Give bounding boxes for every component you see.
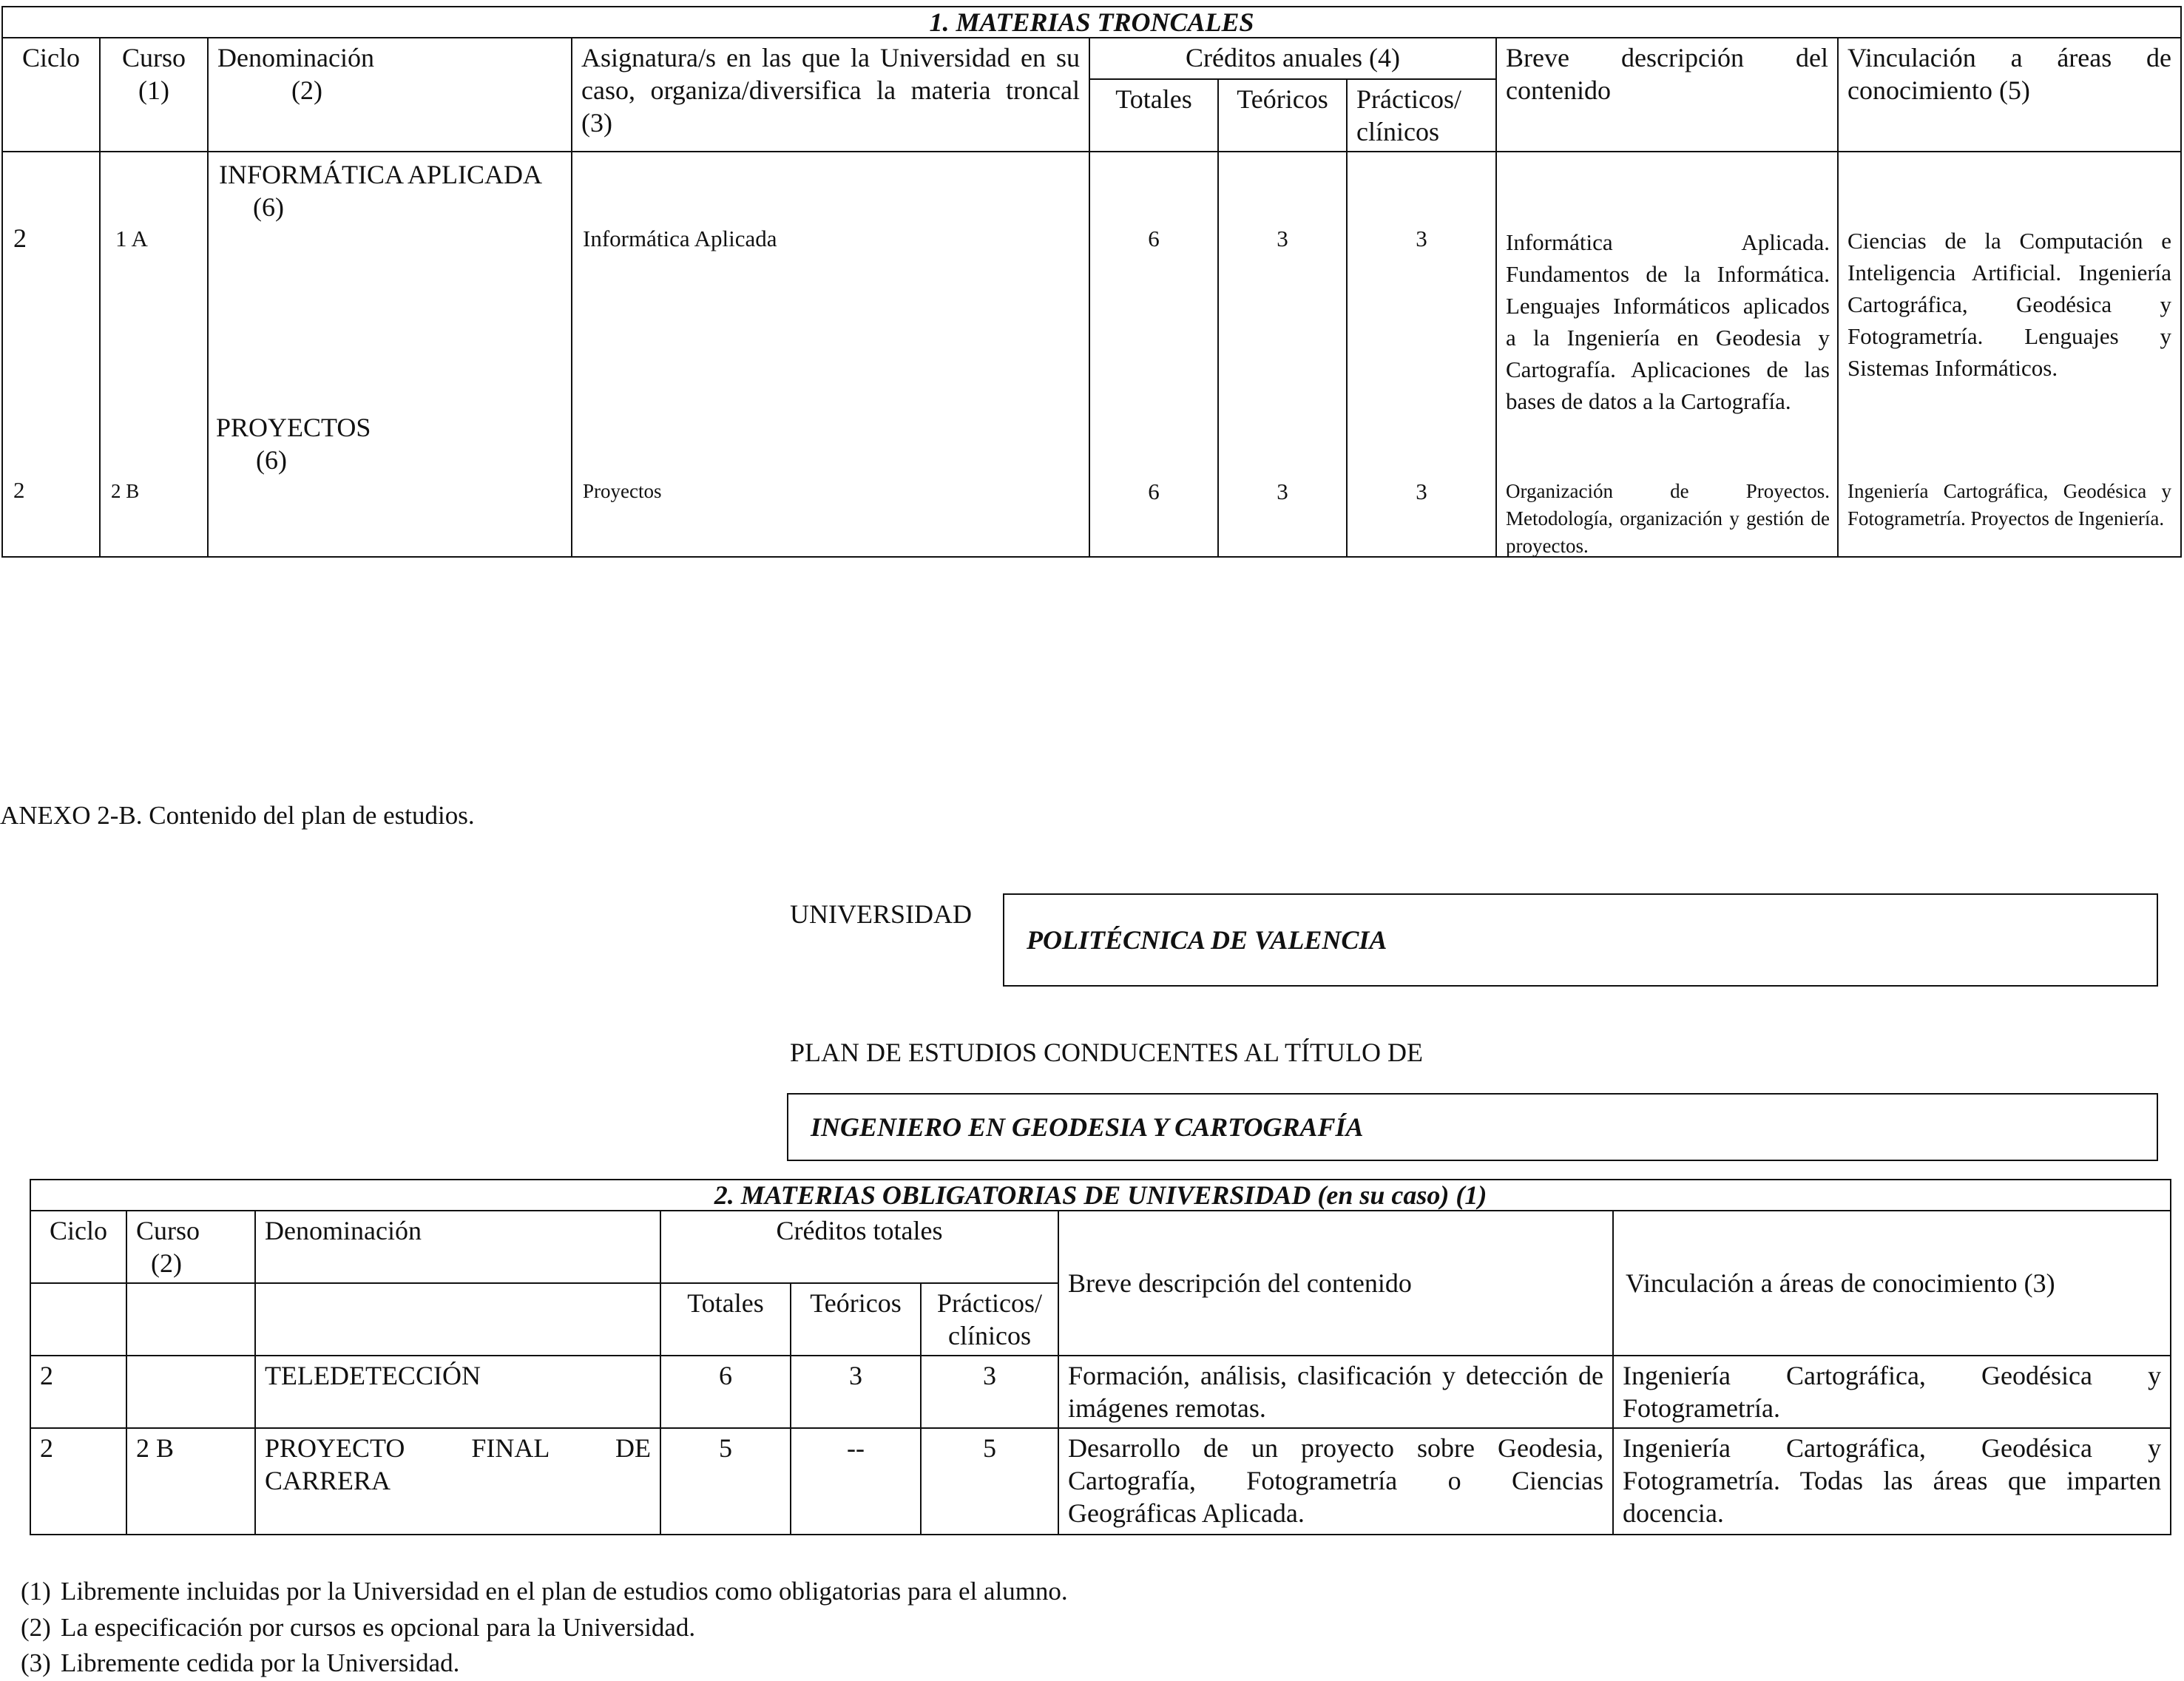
footnote: [21, 1648, 459, 1678]
vinculacion-value: Ciencias de la Computación e Inteligencia Artificial. Ingeniería Cartográfica, Geodésica y Fotogrametría. Lenguajes y Sistemas Informáticos.: [1847, 228, 2172, 381]
header-curso-note: (2): [151, 1248, 182, 1278]
universidad-box: [1003, 893, 2158, 987]
denominacion-value: INFORMÁTICA APLICADA: [219, 160, 543, 189]
plan-label: PLAN DE ESTUDIOS CONDUCENTES AL TÍTULO DE: [790, 1038, 1423, 1067]
footnote-text: Libremente incluidas por la Universidad en el plan de estudios como obligatorias para el alumno.: [61, 1577, 1068, 1606]
empty-cell: [255, 1283, 660, 1356]
denominacion-value: PROYECTO FINAL DE CARRERA: [255, 1428, 660, 1535]
header-asignaturas: Asignatura/s en las que la Universidad en su caso, organiza/diversifica la materia troncal (3): [572, 38, 1089, 152]
totales-value: 6: [1148, 226, 1160, 251]
header-descripcion: Breve descripción del contenido: [1496, 38, 1838, 152]
header-denominacion-label: Denominación: [217, 43, 374, 72]
asignatura-value: Informática Aplicada: [583, 226, 777, 251]
descripcion-value: Informática Aplicada. Fundamentos de la Informática. Lenguajes Informáticos aplicados a la Ingeniería en Geodesia y Cartografía. Aplicaciones de las bases de datos a la Cartografía.: [1506, 229, 1830, 414]
vinculacion-value: Ingeniería Cartográfica, Geodésica y Fotogrametría. Proyectos de Ingeniería.: [1847, 480, 2172, 530]
curso-value: 1 A: [115, 226, 148, 251]
asignatura-cell: [572, 152, 1089, 557]
header-ciclo: Ciclo: [30, 1211, 126, 1283]
header-vinculacion: Vinculación a áreas de conocimiento (3): [1613, 1211, 2171, 1356]
teoricos-value: 3: [1277, 226, 1288, 251]
obligatorias-title: 2. MATERIAS OBLIGATORIAS DE UNIVERSIDAD (en su caso) (1): [30, 1180, 2171, 1211]
descripcion-value: Desarrollo de un proyecto sobre Geodesia, Cartografía, Fotogrametría o Ciencias Geográficas Aplicada.: [1058, 1428, 1613, 1535]
practicos-value: 3: [1416, 226, 1427, 251]
footnote-number: (2): [21, 1613, 51, 1642]
ciclo-value: 2: [30, 1356, 126, 1428]
ciclo-value: 2: [13, 477, 25, 503]
curso-value: [126, 1356, 255, 1428]
anexo-heading: ANEXO 2-B. Contenido del plan de estudios.: [0, 801, 475, 830]
teoricos-cell: [1218, 152, 1347, 557]
totales-value: 5: [660, 1428, 791, 1535]
teoricos-value: 3: [791, 1356, 921, 1428]
header-denominacion: [208, 38, 572, 152]
denominacion-value: TELEDETECCIÓN: [255, 1356, 660, 1428]
header-creditos: Créditos anuales (4): [1089, 38, 1496, 79]
header-curso-label: Curso: [136, 1216, 200, 1245]
header-curso-label: Curso: [121, 43, 186, 72]
totales-value: 6: [1148, 478, 1160, 504]
header-curso: [100, 38, 208, 152]
header-vinculacion: Vinculación a áreas de conocimiento (5): [1838, 38, 2181, 152]
vinculacion-cell: [1838, 152, 2181, 557]
header-denominacion: Denominación: [255, 1211, 660, 1283]
header-teoricos: Teóricos: [1218, 79, 1347, 152]
table-row: [2, 152, 2181, 557]
curso-value: 2 B: [111, 480, 140, 502]
ciclo-value: 2: [13, 223, 27, 253]
practicos-cell: [1347, 152, 1496, 557]
ciclo-cell: [2, 152, 100, 557]
header-practicos: Prácticos/ clínicos: [1347, 79, 1496, 152]
footnote-text: La especificación por cursos es opcional para la Universidad.: [61, 1613, 696, 1642]
obligatorias-table: [30, 1179, 2171, 1535]
footnote-number: (3): [21, 1648, 51, 1677]
universidad-label: UNIVERSIDAD: [790, 899, 972, 929]
footnote: [21, 1577, 1068, 1606]
denominacion-cell: [208, 152, 572, 557]
header-denominacion-note: (2): [291, 75, 322, 105]
asignatura-value: Proyectos: [583, 480, 662, 502]
empty-cell: [126, 1283, 255, 1356]
descripcion-value: Formación, análisis, clasificación y detección de imágenes remotas.: [1058, 1356, 1613, 1428]
header-practicos: Prácticos/ clínicos: [921, 1283, 1058, 1356]
header-descripcion: Breve descripción del contenido: [1058, 1211, 1613, 1356]
header-creditos: Créditos totales: [660, 1211, 1058, 1283]
header-totales: Totales: [1089, 79, 1218, 152]
denominacion-note: (6): [253, 192, 284, 222]
vinculacion-value: Ingeniería Cartográfica, Geodésica y Fotogrametría. Todas las áreas que imparten docencia.: [1613, 1428, 2171, 1535]
header-totales: Totales: [660, 1283, 791, 1356]
header-curso: [126, 1211, 255, 1283]
table-row: [30, 1356, 2171, 1428]
vinculacion-value: Ingeniería Cartográfica, Geodésica y Fotogrametría.: [1613, 1356, 2171, 1428]
header-teoricos: Teóricos: [791, 1283, 921, 1356]
totales-cell: [1089, 152, 1218, 557]
teoricos-value: 3: [1277, 478, 1288, 504]
universidad-value: POLITÉCNICA DE VALENCIA: [1027, 925, 1387, 955]
footnote-number: (1): [21, 1577, 51, 1606]
plan-value: INGENIERO EN GEODESIA Y CARTOGRAFÍA: [811, 1112, 1364, 1142]
troncales-table: [1, 6, 2182, 558]
footnote: [21, 1613, 695, 1643]
practicos-value: 3: [1416, 478, 1427, 504]
table-row: [30, 1428, 2171, 1535]
teoricos-value: --: [791, 1428, 921, 1535]
denominacion-note: (6): [256, 445, 287, 475]
empty-cell: [30, 1283, 126, 1356]
totales-value: 6: [660, 1356, 791, 1428]
curso-cell: [100, 152, 208, 557]
denominacion-value: PROYECTOS: [216, 413, 371, 442]
plan-box: [787, 1093, 2158, 1161]
descripcion-cell: [1496, 152, 1838, 557]
ciclo-value: 2: [30, 1428, 126, 1535]
header-curso-note: (1): [138, 75, 169, 105]
practicos-value: 3: [921, 1356, 1058, 1428]
footnote-text: Libremente cedida por la Universidad.: [61, 1648, 460, 1677]
header-ciclo: Ciclo: [2, 38, 100, 152]
curso-value: 2 B: [126, 1428, 255, 1535]
descripcion-value: Organización de Proyectos. Metodología, organización y gestión de proyectos.: [1506, 480, 1830, 557]
practicos-value: 5: [921, 1428, 1058, 1535]
troncales-title: 1. MATERIAS TRONCALES: [2, 7, 2181, 38]
